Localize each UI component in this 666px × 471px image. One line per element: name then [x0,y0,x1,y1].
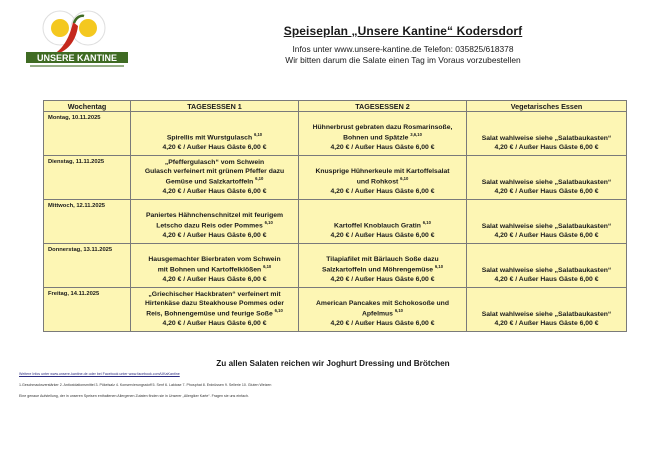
meal-line: mit Bohnen und Kartoffelklößen [157,266,262,274]
table-row [44,112,627,156]
allergen-codes: 6,10 [394,308,403,314]
meal-description [135,132,294,142]
meal-line: und Rohkost [356,178,399,186]
meal-price: 4,20 € / Außer Haus Gäste 6,00 € [330,231,435,239]
meal-line: Reis, Bohnengemüse und feurige Soße [146,310,273,318]
allergen-codes: 3,6,10 [410,132,422,138]
col-header-day: Wochentag [44,101,131,112]
day-cell: Montag, 10.11.2025 [44,112,131,156]
meal-price: 4,20 € / Außer Haus Gäste 6,00 € [494,143,599,151]
meal-line: Salat wahlweise siehe „Salatbaukasten“ [481,266,612,274]
allergen-codes: 6,10 [253,132,263,138]
meal-description [303,220,462,230]
allergen-codes: 6,10 [400,176,409,182]
order-notice: Wir bitten darum die Salate einen Tag im Voraus vorzubestellen [285,55,521,65]
meal-line: Spirellis mit Wurstgulasch [166,134,253,142]
yolk-right-icon [79,19,97,37]
meal-line: „Pfeffergulasch“ vom Schwein [164,159,265,167]
meal-price: 4,20 € / Außer Haus Gäste 6,00 € [162,231,267,239]
meal-price: 4,20 € / Außer Haus Gäste 6,00 € [162,275,267,283]
meal-line: Letscho dazu Reis oder Pommes [156,222,263,230]
col-header-meal1: TAGESESSEN 1 [131,101,299,112]
allergen-codes: 6,10 [264,220,273,226]
meal-line: Bohnen und Spätzle [343,134,409,142]
meal-description [135,211,294,231]
allergen-codes: 6,10 [263,264,272,270]
meal1-cell [131,112,299,156]
day-cell: Freitag, 14.11.2025 [44,288,131,332]
meal1-cell [131,244,299,288]
table-header-row [44,101,627,112]
meal2-cell [299,112,467,156]
meal-line: Kartoffel Knoblauch Gratin [334,222,421,230]
day-cell: Mittwoch, 12.11.2025 [44,200,131,244]
meal-description [303,123,462,143]
meal-price: 4,20 € / Außer Haus Gäste 6,00 € [330,319,435,327]
meal-description [135,158,294,187]
meal-line: American Pancakes mit Schokosoße und [316,300,449,308]
meal-line: Salat wahlweise siehe „Salatbaukasten“ [481,310,612,318]
menu-table [43,100,627,332]
meal-line: Hühnerbrust gebraten dazu Rosmarinsoße, [312,124,453,132]
veg-meal-cell [467,156,627,200]
meal1-cell [131,156,299,200]
meal-description [135,255,294,275]
closing-note: Zu allen Salaten reichen wir Joghurt Dressing und Brötchen [216,359,450,368]
meal-line: Knusprige Hühnerkeule mit Kartoffelsalat [315,168,450,176]
meal-price: 4,20 € / Außer Haus Gäste 6,00 € [162,319,267,327]
meal-line: Hirtenkäse dazu Steakhouse Pommes oder [144,300,284,308]
meal-line: Tilapiafilet mit Bärlauch Soße dazu [326,256,439,264]
meal-description [303,299,462,319]
meal-line: Paniertes Hähnchenschnitzel mit feurigem [145,212,284,220]
meal-line: „Griechischer Hackbraten“ verfeinert mit [148,291,281,299]
meal-line: Apfelmus [361,310,393,318]
meal-line: Salat wahlweise siehe „Salatbaukasten“ [481,222,612,230]
veg-meal-cell [467,244,627,288]
allergen-codes: 6,10 [274,308,283,314]
allergens-note: Eine genaue Aufstellung, der in unseren Speisen enthaltenen Allergenen Zutaten finden sie in Unserer „Allergiker Karte“. Fragen sie uns einfach. [19,394,249,398]
meal-price: 4,20 € / Außer Haus Gäste 6,00 € [494,187,599,195]
table-row [44,288,627,332]
info-link[interactable]: Weitere Infos unter www.unsere-kantine.de oder bei Facebook unter www.facebook.com/UKaKantine [19,372,180,376]
meal-price: 4,20 € / Außer Haus Gäste 6,00 € [494,275,599,283]
meal-description [471,222,622,231]
veg-meal-cell [467,112,627,156]
allergen-codes: 6,10 [422,220,431,226]
meal-description [471,310,622,319]
meal-line: Salzkartoffeln und Möhrengemüse [321,266,433,274]
meal-description [135,290,294,319]
table-row [44,156,627,200]
meal-price: 4,20 € / Außer Haus Gäste 6,00 € [330,143,435,151]
col-header-meal2: TAGESESSEN 2 [299,101,467,112]
table-row [44,244,627,288]
meal-description [471,266,622,275]
meal2-cell [299,288,467,332]
meal-price: 4,20 € / Außer Haus Gäste 6,00 € [330,275,435,283]
meal-price: 4,20 € / Außer Haus Gäste 6,00 € [330,187,435,195]
meal-price: 4,20 € / Außer Haus Gäste 6,00 € [162,143,267,151]
meal-line: Salat wahlweise siehe „Salatbaukasten“ [481,178,612,186]
page-header [140,24,666,65]
yolk-left-icon [51,19,69,37]
meal-description [471,178,622,187]
meal-line: Gemüse und Salzkartoffeln [165,178,254,186]
meal1-cell [131,288,299,332]
additives-note: 1.Geschmacksverstärker 2. Antioxidationsmittel 3. Pökelsalz 4. Konservierungsstoff 5. Senf 6. Laktose 7. Phosphat 8. Erdnüssen 9. Sellerie 10. Gluten Weizen [19,383,272,387]
day-cell: Donnerstag, 13.11.2025 [44,244,131,288]
contact-info: Infos unter www.unsere-kantine.de Telefon: 035825/618378 [292,44,514,54]
allergen-codes: 6,10 [434,264,444,270]
meal-description [471,134,622,143]
col-header-veg: Vegetarisches Essen [467,101,627,112]
kantine-logo [26,8,128,72]
meal2-cell [299,244,467,288]
allergen-codes: 6,10 [255,176,264,182]
meal-line: Gulasch verfeinert mit grünem Pfeffer dazu [144,168,285,176]
veg-meal-cell [467,200,627,244]
meal-description [303,255,462,275]
meal-price: 4,20 € / Außer Haus Gäste 6,00 € [162,187,267,195]
meal-line: Hausgemachter Bierbraten vom Schwein [148,256,281,264]
table-row [44,200,627,244]
logo-text: UNSERE KANTINE [36,53,118,63]
meal2-cell [299,200,467,244]
meal-description [303,167,462,187]
meal-price: 4,20 € / Außer Haus Gäste 6,00 € [494,319,599,327]
page-title: Speiseplan „Unsere Kantine“ Kodersdorf [283,24,523,38]
meal-price: 4,20 € / Außer Haus Gäste 6,00 € [494,231,599,239]
veg-meal-cell [467,288,627,332]
meal1-cell [131,200,299,244]
meal2-cell [299,156,467,200]
day-cell: Dienstag, 11.11.2025 [44,156,131,200]
meal-line: Salat wahlweise siehe „Salatbaukasten“ [481,134,612,142]
